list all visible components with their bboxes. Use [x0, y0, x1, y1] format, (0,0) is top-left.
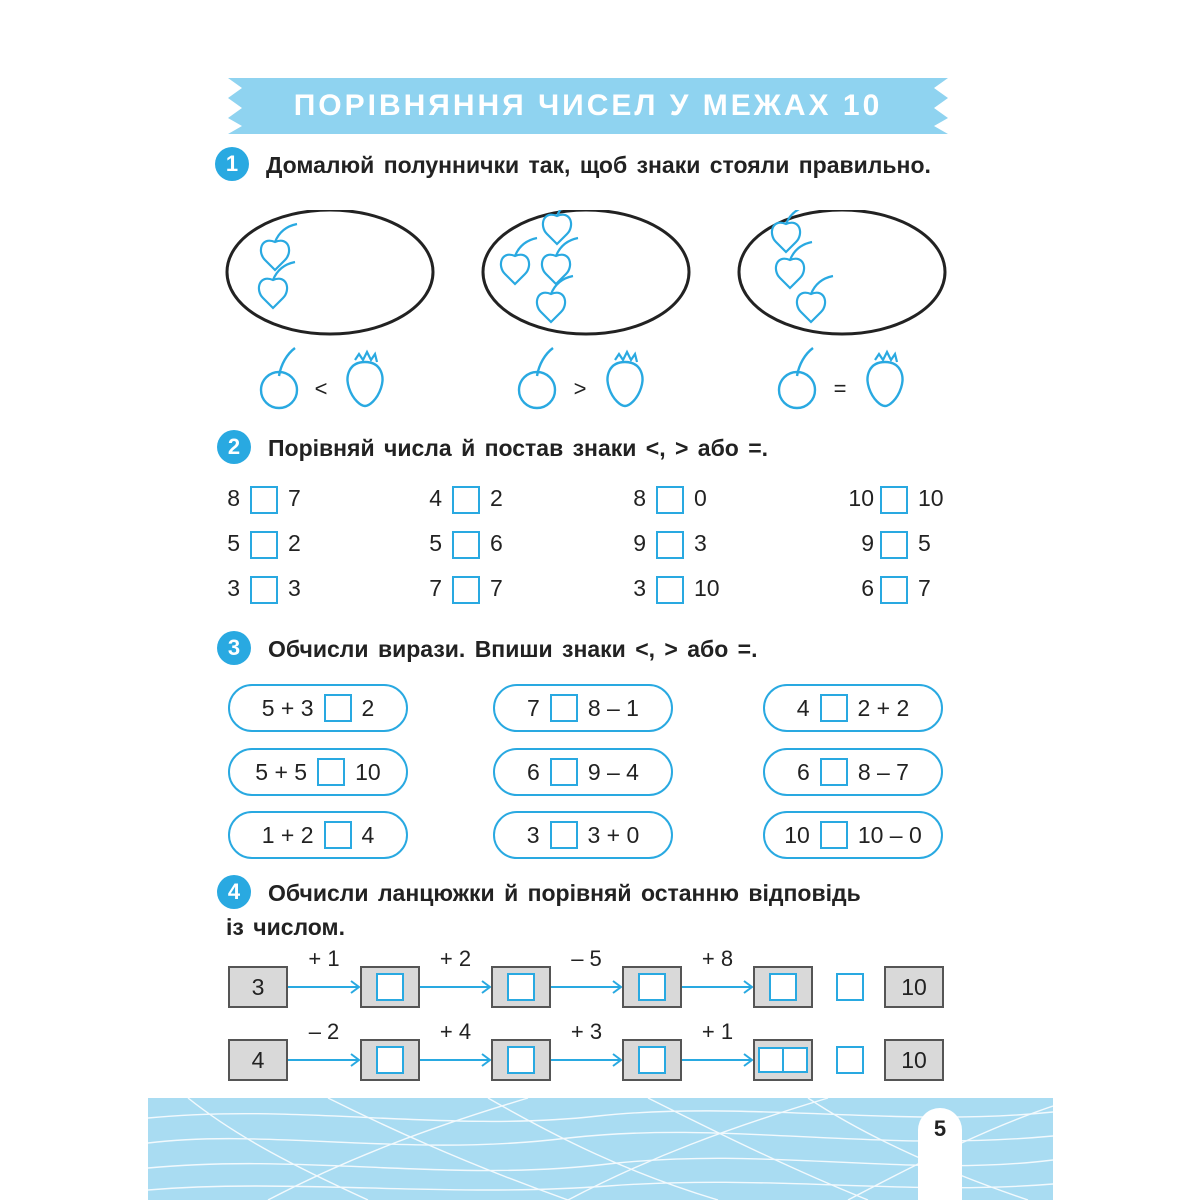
compare-left-number: 10 [848, 485, 874, 511]
chain-start-box: 4 [228, 1039, 288, 1081]
arrow-right-icon [551, 978, 622, 996]
chain-operation-label: – 2 [308, 1019, 340, 1044]
chain-compare-box: 10 [884, 966, 944, 1008]
expression-pill [228, 684, 408, 732]
chain-step-box [622, 1039, 682, 1081]
answer-box[interactable] [550, 694, 578, 722]
answer-box[interactable] [452, 486, 480, 514]
compare-right-number: 10 [694, 575, 720, 601]
compare-left-number: 4 [429, 485, 442, 511]
answer-box[interactable] [507, 973, 535, 1001]
chain-compare-box: 10 [884, 1039, 944, 1081]
compare-right-number: 3 [694, 530, 707, 556]
task-1-badge: 1 [215, 147, 249, 181]
page-number: 5 [918, 1108, 962, 1200]
expression-right: 8 – 1 [587, 694, 639, 721]
arrow-right-icon [420, 978, 491, 996]
expression-left: 10 [784, 821, 810, 848]
expression-right: 10 – 0 [857, 821, 922, 848]
compare-left-number: 5 [227, 530, 240, 556]
task-3-instruction: Обчисли вирази. Впиши знаки <, > або =. [268, 636, 758, 662]
compare-right-number: 2 [288, 530, 301, 556]
expression-pill [493, 684, 673, 732]
expression-right: 2 [361, 694, 375, 721]
task-2-instruction: Порівняй числа й постав знаки <, > або =. [268, 435, 769, 461]
answer-box[interactable] [317, 758, 345, 786]
answer-box[interactable] [656, 486, 684, 514]
compare-right-number: 6 [490, 530, 503, 556]
arrow-right-icon [288, 978, 360, 996]
expression-right: 4 [361, 821, 375, 848]
expression-right: 8 – 7 [857, 758, 909, 785]
expression-left: 7 [527, 694, 540, 721]
answer-box[interactable] [550, 758, 578, 786]
answer-box[interactable] [836, 1046, 864, 1074]
answer-box[interactable] [880, 576, 908, 604]
expression-left: 6 [797, 758, 810, 785]
answer-box[interactable] [507, 1046, 535, 1074]
expression-pill [763, 684, 943, 732]
answer-box[interactable] [452, 531, 480, 559]
compare-right-number: 10 [918, 485, 944, 511]
answer-box[interactable] [324, 694, 352, 722]
answer-box[interactable] [782, 1047, 808, 1073]
compare-left-number: 9 [633, 530, 646, 556]
answer-box[interactable] [452, 576, 480, 604]
compare-left-number: 3 [633, 575, 646, 601]
chain-operation-label: + 2 [439, 946, 472, 971]
expression-pill [228, 811, 408, 859]
compare-right-number: 7 [490, 575, 503, 601]
answer-box[interactable] [880, 486, 908, 514]
expression-pill [763, 748, 943, 796]
answer-box[interactable] [836, 973, 864, 1001]
arrow-right-icon [551, 1051, 622, 1069]
compare-left-number: 3 [227, 575, 240, 601]
chain-step-box [360, 1039, 420, 1081]
task-1-instruction: Домалюй полуннички так, щоб знаки стояли правильно. [266, 152, 931, 178]
cherry-icon [779, 348, 815, 408]
answer-box[interactable] [820, 758, 848, 786]
expression-right: 3 + 0 [587, 821, 640, 848]
cherry-icon [261, 348, 297, 408]
task-4-badge: 4 [217, 875, 251, 909]
compare-right-number: 7 [918, 575, 931, 601]
expression-pill [228, 748, 408, 796]
answer-box[interactable] [656, 576, 684, 604]
compare-right-number: 3 [288, 575, 301, 601]
sign-3: = [833, 376, 847, 401]
expression-right: 10 [355, 758, 381, 785]
answer-box[interactable] [376, 1046, 404, 1074]
expression-left: 3 [526, 821, 540, 848]
task-3-badge: 3 [217, 631, 251, 665]
expression-left: 6 [527, 758, 540, 785]
compare-right-number: 0 [694, 485, 707, 511]
expression-left: 1 + 2 [261, 821, 314, 848]
title-banner [228, 78, 948, 134]
expression-pill [493, 748, 673, 796]
chain-start-box: 3 [228, 966, 288, 1008]
arrow-right-icon [288, 1051, 360, 1069]
chain-operation-label: + 1 [308, 946, 340, 971]
task-2-badge: 2 [217, 430, 251, 464]
answer-box[interactable] [820, 694, 848, 722]
chain-operation-label: + 8 [701, 946, 734, 971]
compare-left-number: 6 [861, 575, 874, 601]
compare-right-number: 7 [288, 485, 301, 511]
answer-box[interactable] [820, 821, 848, 849]
compare-right-number: 5 [918, 530, 931, 556]
chain-step-box [753, 966, 813, 1008]
arrow-right-icon [420, 1051, 491, 1069]
chain-operation-label: + 1 [701, 1019, 734, 1044]
page-title: ПОРІВНЯННЯ ЧИСЕЛ У МЕЖАХ 10 [293, 89, 883, 122]
expression-left: 5 + 5 [255, 758, 308, 785]
expression-left: 5 + 3 [261, 694, 314, 721]
chain-operation-label: + 3 [570, 1019, 603, 1044]
compare-left-number: 9 [861, 530, 874, 556]
compare-left-number: 8 [227, 485, 240, 511]
answer-box[interactable] [376, 973, 404, 1001]
chain-step-box [622, 966, 682, 1008]
answer-box[interactable] [638, 1046, 666, 1074]
answer-box[interactable] [250, 576, 278, 604]
cherry-icon [519, 348, 555, 408]
oval-1 [227, 210, 433, 334]
strawberry-icon [608, 352, 643, 406]
compare-left-number: 5 [429, 530, 442, 556]
answer-box[interactable] [769, 973, 797, 1001]
expression-pill [763, 811, 943, 859]
compare-left-number: 7 [429, 575, 442, 601]
chain-operation-label: + 4 [439, 1019, 472, 1044]
answer-box[interactable] [550, 821, 578, 849]
chain-step-box [360, 966, 420, 1008]
task-1-illustration [215, 210, 960, 420]
chain-operation-label: – 5 [571, 946, 602, 971]
compare-right-number: 2 [490, 485, 503, 511]
expression-left: 4 [796, 694, 810, 721]
sign-1: < [314, 376, 328, 401]
answer-box[interactable] [250, 486, 278, 514]
answer-box[interactable] [880, 531, 908, 559]
task-4-instruction-line-1: Обчисли ланцюжки й порівняй останню відповідь [268, 880, 861, 906]
answer-box[interactable] [250, 531, 278, 559]
chain-step-box [491, 966, 551, 1008]
expression-right: 9 – 4 [587, 758, 639, 785]
arrow-right-icon [682, 978, 753, 996]
chain-step-box [753, 1039, 813, 1081]
oval-3 [739, 210, 945, 334]
expression-right: 2 + 2 [857, 694, 910, 721]
strawberry-icon [868, 352, 903, 406]
answer-box[interactable] [656, 531, 684, 559]
task-4-instruction-line-2: із числом. [226, 914, 345, 940]
expression-pill [493, 811, 673, 859]
chain-step-box [491, 1039, 551, 1081]
arrow-right-icon [682, 1051, 753, 1069]
sign-2: > [573, 376, 587, 401]
answer-box[interactable] [638, 973, 666, 1001]
answer-box[interactable] [324, 821, 352, 849]
answer-box[interactable] [758, 1047, 784, 1073]
strawberry-icon [348, 352, 383, 406]
compare-left-number: 8 [633, 485, 646, 511]
